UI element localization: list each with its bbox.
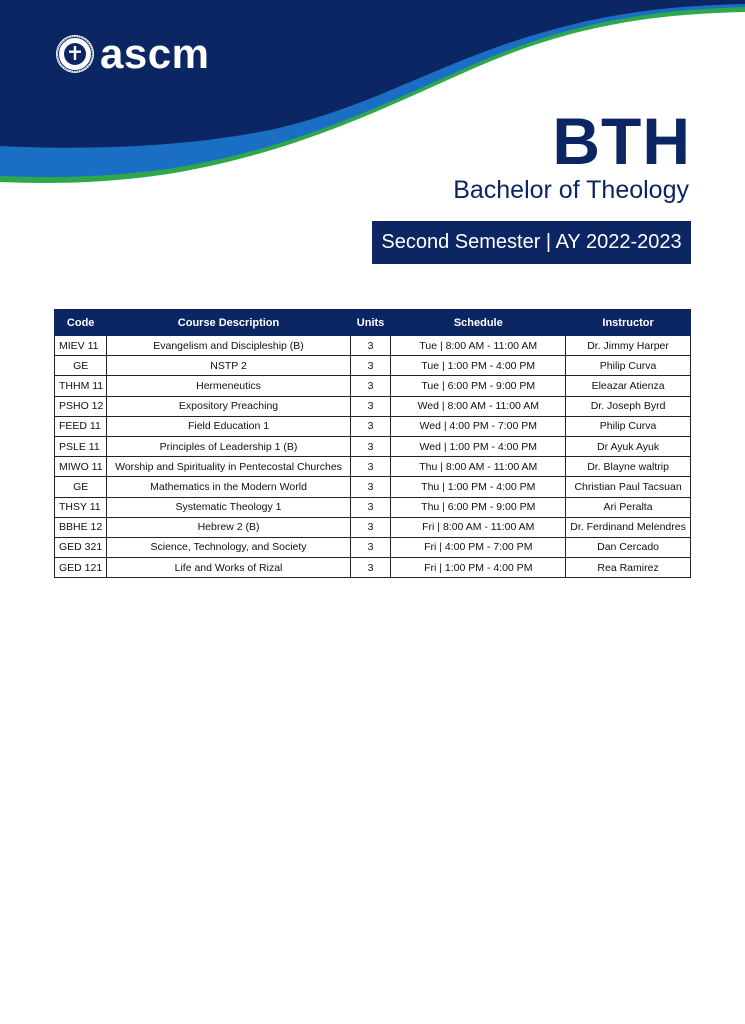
- course-schedule: Thu | 8:00 AM - 11:00 AM: [391, 457, 566, 477]
- table-row: [55, 558, 691, 578]
- course-description: Systematic Theology 1: [107, 497, 350, 517]
- course-description: Science, Technology, and Society: [107, 537, 350, 557]
- course-code: THHM 11: [55, 376, 107, 396]
- course-units: 3: [350, 457, 391, 477]
- table-row: [55, 356, 691, 376]
- table-row: [55, 517, 691, 537]
- course-description: NSTP 2: [107, 356, 350, 376]
- course-code: PSHO 12: [55, 396, 107, 416]
- table-row: [55, 477, 691, 497]
- table-header-row: [55, 310, 691, 336]
- course-instructor: Dr. Ferdinand Melendres: [566, 517, 691, 537]
- course-units: 3: [350, 336, 391, 356]
- course-schedule: Fri | 8:00 AM - 11:00 AM: [391, 517, 566, 537]
- course-instructor: Philip Curva: [566, 356, 691, 376]
- course-units: 3: [350, 537, 391, 557]
- course-instructor: Philip Curva: [566, 416, 691, 436]
- course-description: Evangelism and Discipleship (B): [107, 336, 350, 356]
- course-code: PSLE 11: [55, 436, 107, 456]
- course-description: Mathematics in the Modern World: [107, 477, 350, 497]
- course-description: Principles of Leadership 1 (B): [107, 436, 350, 456]
- table-row: [55, 457, 691, 477]
- course-instructor: Dr. Joseph Byrd: [566, 396, 691, 416]
- course-instructor: Ari Peralta: [566, 497, 691, 517]
- table-row: [55, 436, 691, 456]
- program-name: Bachelor of Theology: [453, 176, 689, 204]
- course-code: FEED 11: [55, 416, 107, 436]
- course-schedule: Wed | 1:00 PM - 4:00 PM: [391, 436, 566, 456]
- course-instructor: Dr. Jimmy Harper: [566, 336, 691, 356]
- program-code: BTH: [552, 104, 691, 178]
- course-instructor: Dr. Blayne waltrip: [566, 457, 691, 477]
- course-units: 3: [350, 376, 391, 396]
- course-units: 3: [350, 436, 391, 456]
- course-units: 3: [350, 497, 391, 517]
- course-instructor: Christian Paul Tacsuan: [566, 477, 691, 497]
- table-row: [55, 416, 691, 436]
- course-units: 3: [350, 477, 391, 497]
- course-instructor: Eleazar Atienza: [566, 376, 691, 396]
- header-code: Code: [55, 310, 107, 336]
- course-units: 3: [350, 356, 391, 376]
- ascm-logo: [55, 30, 210, 77]
- course-schedule: Thu | 1:00 PM - 4:00 PM: [391, 477, 566, 497]
- course-description: Field Education 1: [107, 416, 350, 436]
- course-code: THSY 11: [55, 497, 107, 517]
- table-row: [55, 396, 691, 416]
- brand-name: ascm: [100, 30, 210, 77]
- course-code: MIEV 11: [55, 336, 107, 356]
- course-code: GED 121: [55, 558, 107, 578]
- course-code: GE: [55, 356, 107, 376]
- course-code: MIWO 11: [55, 457, 107, 477]
- course-instructor: Rea Ramirez: [566, 558, 691, 578]
- course-instructor: Dr Ayuk Ayuk: [566, 436, 691, 456]
- course-schedule: Fri | 1:00 PM - 4:00 PM: [391, 558, 566, 578]
- course-schedule: Wed | 4:00 PM - 7:00 PM: [391, 416, 566, 436]
- course-schedule: Tue | 1:00 PM - 4:00 PM: [391, 356, 566, 376]
- course-code: GED 321: [55, 537, 107, 557]
- course-units: 3: [350, 396, 391, 416]
- semester-banner: Second Semester | AY 2022-2023: [372, 221, 691, 264]
- course-units: 3: [350, 517, 391, 537]
- table-row: [55, 497, 691, 517]
- header-units: Units: [350, 310, 391, 336]
- header-instructor: Instructor: [566, 310, 691, 336]
- course-description: Hermeneutics: [107, 376, 350, 396]
- course-code: GE: [55, 477, 107, 497]
- course-description: Expository Preaching: [107, 396, 350, 416]
- course-description: Hebrew 2 (B): [107, 517, 350, 537]
- course-schedule: Wed | 8:00 AM - 11:00 AM: [391, 396, 566, 416]
- table-row: [55, 376, 691, 396]
- header-schedule: Schedule: [391, 310, 566, 336]
- schedule-table: [54, 309, 691, 578]
- school-seal-icon: [55, 34, 95, 74]
- course-schedule: Tue | 8:00 AM - 11:00 AM: [391, 336, 566, 356]
- course-schedule: Tue | 6:00 PM - 9:00 PM: [391, 376, 566, 396]
- course-description: Life and Works of Rizal: [107, 558, 350, 578]
- course-code: BBHE 12: [55, 517, 107, 537]
- header-course-description: Course Description: [107, 310, 350, 336]
- course-units: 3: [350, 558, 391, 578]
- table-row: [55, 537, 691, 557]
- course-schedule: Thu | 6:00 PM - 9:00 PM: [391, 497, 566, 517]
- course-description: Worship and Spirituality in Pentecostal Churches: [107, 457, 350, 477]
- course-schedule: Fri | 4:00 PM - 7:00 PM: [391, 537, 566, 557]
- table-row: [55, 336, 691, 356]
- course-instructor: Dan Cercado: [566, 537, 691, 557]
- course-units: 3: [350, 416, 391, 436]
